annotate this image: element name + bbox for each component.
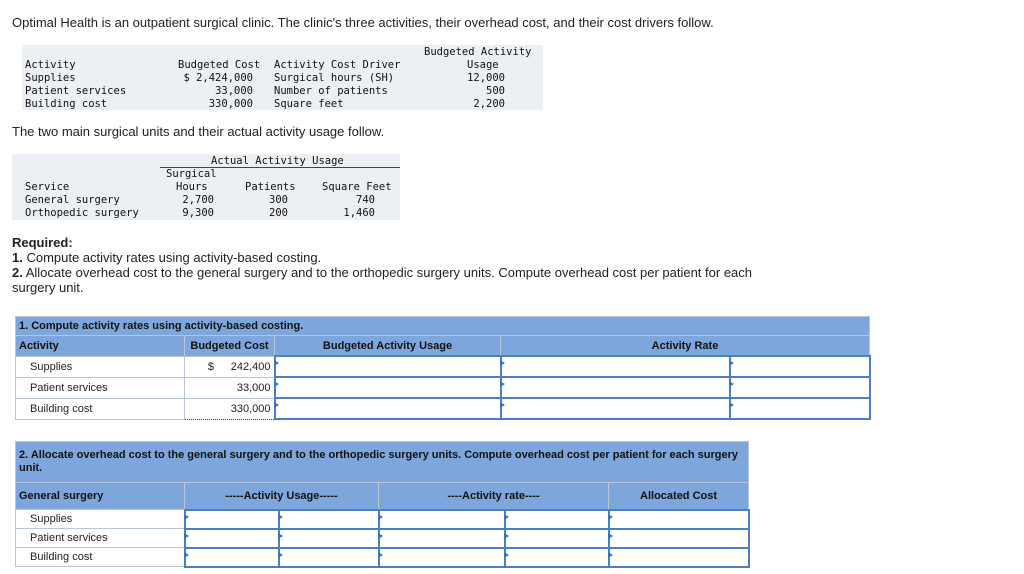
- table-row: [16, 529, 749, 548]
- required-q2: [12, 265, 792, 295]
- header-activity-rate: ----Activity rate----: [379, 483, 609, 510]
- row-hours: 9,300: [182, 207, 214, 219]
- header-budgeted-cost: Budgeted Cost: [185, 336, 275, 357]
- required-title: Required:: [12, 235, 73, 250]
- required-section: [12, 235, 792, 295]
- row-driver: Number of patients: [274, 85, 388, 97]
- allocated-cost-input[interactable]: [609, 529, 749, 548]
- part1-header-row: [16, 336, 870, 357]
- usage-input[interactable]: [275, 377, 501, 398]
- rate-unit-input[interactable]: [730, 377, 870, 398]
- usage-input[interactable]: [185, 529, 279, 548]
- row-sqft: 1,460: [343, 207, 375, 219]
- rate-unit-input[interactable]: [730, 398, 870, 419]
- header-allocated-cost: Allocated Cost: [609, 483, 749, 510]
- rate-input[interactable]: [501, 377, 730, 398]
- row-driver: Square feet: [274, 98, 344, 110]
- row-usage: 12,000: [467, 72, 505, 84]
- cost-value: 33,000: [185, 377, 275, 398]
- usage-input[interactable]: [275, 398, 501, 419]
- part2-table: [15, 441, 750, 568]
- table-row: [16, 510, 749, 529]
- row-cost: 33,000: [215, 85, 253, 97]
- rate-unit-input[interactable]: [730, 356, 870, 377]
- part2-title: 2. Allocate overhead cost to the general surgery and to the orthopedic surgery units. Compute overhead cost per patient for each surgery unit.: [16, 442, 749, 483]
- row-label: Building cost: [16, 398, 185, 419]
- rate-input[interactable]: [501, 398, 730, 419]
- row-label: Patient services: [16, 529, 185, 548]
- row-usage: 2,200: [473, 98, 505, 110]
- header-activity-usage: -----Activity Usage-----: [185, 483, 379, 510]
- row-service: General surgery: [25, 194, 120, 206]
- row-service: Orthopedic surgery: [25, 207, 139, 219]
- row-label: Building cost: [16, 548, 185, 567]
- table-row: [16, 548, 749, 567]
- row-driver: Surgical hours (SH): [274, 72, 395, 84]
- rate-unit-input[interactable]: [505, 548, 609, 567]
- header-surgical-2: Hours: [176, 181, 208, 193]
- header-patients: Patients: [245, 181, 296, 193]
- usage-input[interactable]: [185, 510, 279, 529]
- rate-input[interactable]: [379, 510, 505, 529]
- header-square-feet: Square Feet: [322, 181, 392, 193]
- header-general-surgery: General surgery: [16, 483, 185, 510]
- q2-text: Allocate overhead cost to the general surgery and to the orthopedic surgery units. Compute overhead cost per patient for each surgery unit.: [12, 265, 753, 295]
- table-row: [16, 398, 870, 419]
- q2-number: 2.: [12, 265, 23, 280]
- header-budgeted-cost: Budgeted Cost: [178, 59, 261, 71]
- row-sqft: 740: [356, 194, 375, 206]
- q1-number: 1.: [12, 250, 23, 265]
- row-activity: Patient services: [25, 85, 127, 97]
- row-patients: 200: [269, 207, 288, 219]
- usage-unit-input[interactable]: [279, 529, 379, 548]
- row-activity: Supplies: [25, 72, 76, 84]
- usage-intro-text: The two main surgical units and their actual activity usage follow.: [12, 124, 385, 139]
- header-surgical-1: Surgical: [166, 168, 217, 180]
- header-cost-driver: Activity Cost Driver: [274, 59, 401, 71]
- header-budgeted-usage-2: Usage: [467, 59, 499, 71]
- budgeted-cost-cell: [185, 356, 275, 377]
- rate-input[interactable]: [501, 356, 730, 377]
- row-hours: 2,700: [182, 194, 214, 206]
- part1-title: 1. Compute activity rates using activity-based costing.: [16, 317, 870, 336]
- usage-unit-input[interactable]: [279, 510, 379, 529]
- required-q1: [12, 250, 792, 265]
- row-cost: 330,000: [208, 98, 253, 110]
- cost-value: 242,400: [230, 360, 271, 373]
- table-row: [16, 356, 870, 377]
- header-activity: Activity: [16, 336, 185, 357]
- row-activity: Building cost: [25, 98, 108, 110]
- header-service: Service: [25, 181, 70, 193]
- allocated-cost-input[interactable]: [609, 510, 749, 529]
- rate-input[interactable]: [379, 529, 505, 548]
- row-label: Supplies: [16, 356, 185, 377]
- allocated-cost-input[interactable]: [609, 548, 749, 567]
- header-budgeted-usage: Budgeted Activity Usage: [275, 336, 501, 357]
- header-activity: Activity: [25, 59, 76, 71]
- table-row: [16, 377, 870, 398]
- rate-unit-input[interactable]: [505, 529, 609, 548]
- row-usage: 500: [486, 85, 505, 97]
- usage-input[interactable]: [275, 356, 501, 377]
- header-budgeted-usage-1: Budgeted Activity: [424, 46, 532, 58]
- q1-text: Compute activity rates using activity-based costing.: [22, 250, 322, 265]
- row-label: Patient services: [16, 377, 185, 398]
- row-label: Supplies: [16, 510, 185, 529]
- rate-input[interactable]: [379, 548, 505, 567]
- rate-unit-input[interactable]: [505, 510, 609, 529]
- part2-title-row: [16, 442, 749, 483]
- intro-text: Optimal Health is an outpatient surgical clinic. The clinic's three activities, their overhead cost, and their cost drivers follow.: [12, 15, 714, 30]
- part1-table: [15, 316, 871, 420]
- part2-header-row: [16, 483, 749, 510]
- usage-unit-input[interactable]: [279, 548, 379, 567]
- header-activity-rate: Activity Rate: [501, 336, 870, 357]
- usage-input[interactable]: [185, 548, 279, 567]
- dollar-sign: $: [207, 360, 214, 373]
- row-cost: $ 2,424,000: [183, 72, 253, 84]
- part1-title-row: [16, 317, 870, 336]
- row-patients: 300: [269, 194, 288, 206]
- cost-value: 330,000: [185, 398, 275, 419]
- group-header: Actual Activity Usage: [211, 155, 344, 167]
